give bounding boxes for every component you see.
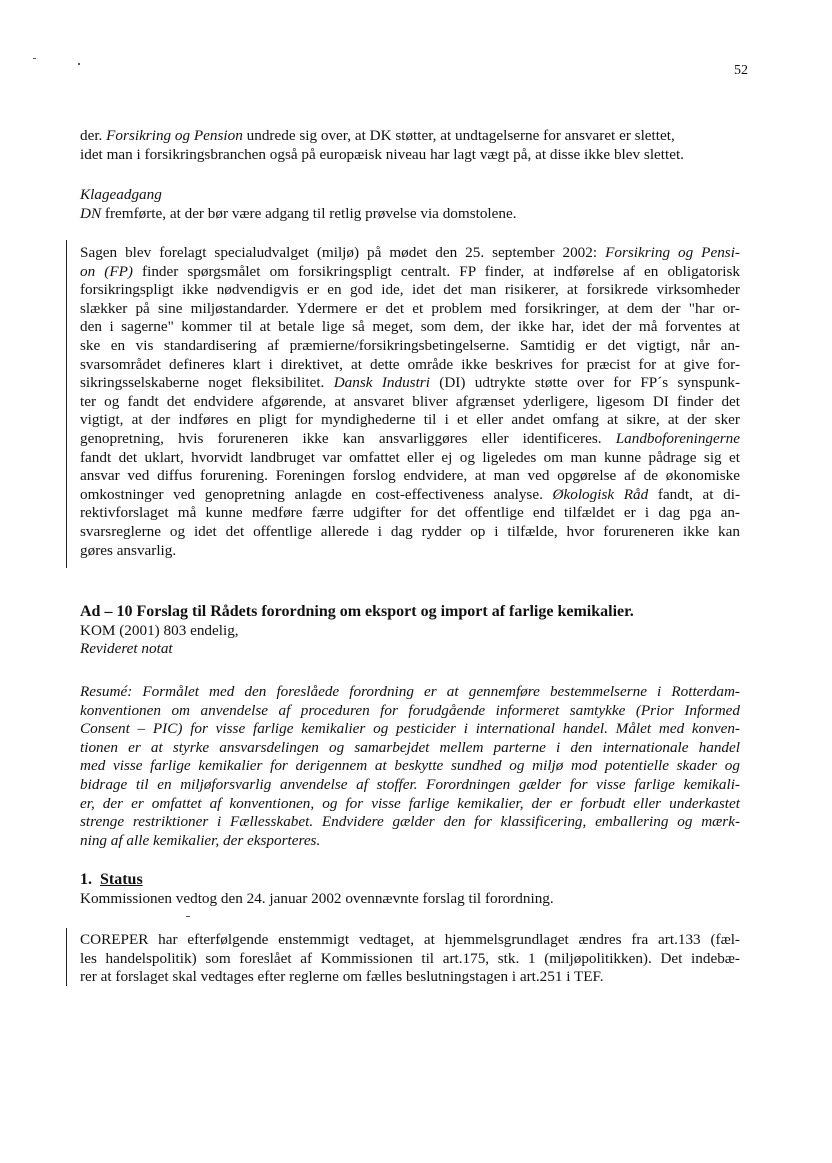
revision-bar [66, 240, 67, 568]
status-section [80, 871, 740, 908]
text-line: der. Forsikring og Pension undrede sig over, at DK støtter, at undtagelserne for ansvaret er slettet, [80, 127, 675, 144]
section-heading: Klageadgang [80, 186, 162, 203]
text-line: svarsområdet defineres klart i direktivet, at dette område ikke beskrives for præcist for at give for- [80, 355, 740, 373]
text-line: bidrage til en miljøforsvarlig anvendelse af stoffer. Forordningen gælder for visse farlige kemikali- [80, 775, 740, 793]
scan-mark [78, 63, 80, 65]
document-reference: KOM (2001) 803 endelig, [80, 621, 239, 639]
text-line: COREPER har efterfølgende enstemmigt vedtaget, at hjemmelsgrundlaget ændres fra art.133 (fæl- [80, 931, 740, 948]
text-line: ske en vis standardisering af præmierne/forsikringsbetingelserne. Samtidig er det vigtigt, når an- [80, 336, 740, 354]
text-line: vigtigt, at der indføres en pligt for myndighederne til i et eller andet omfang at sikre, at der sker [80, 411, 740, 429]
text-line: sikringsselskaberne noget fleksibilitet. Dansk Industri (DI) udtrykte støtte over for FP´s synspunk- [80, 374, 740, 392]
text-line: idet man i forsikringsbranchen også på europæisk niveau har lagt vægt på, at disse ikke blev slettet. [80, 145, 684, 163]
text-line: Kommissionen vedtog den 24. januar 2002 ovennævnte forslag til forordning. [80, 889, 554, 907]
page-number: 52 [734, 63, 748, 78]
text-line: ansvar ved diffus forurening. Foreningen forslog endvidere, at man ved opgørelse af de økonomiske [80, 467, 740, 485]
text-line: Resumé: Formålet med den foreslåede forordning er at gennemføre bestemmelserne i Rotterdam- [80, 683, 740, 700]
scan-mark [186, 916, 190, 917]
section-title: Ad – 10 Forslag til Rådets forordning om eksport og import af farlige kemikalier. [80, 603, 634, 620]
revision-bar [66, 928, 67, 986]
text-line: gøres ansvarlig. [80, 541, 177, 559]
section-heading: 1. Status [80, 871, 143, 888]
text-line: ning af alle kemikalier, der eksporteres. [80, 831, 321, 849]
text-line: Sagen blev forelagt specialudvalget (miljø) på mødet den 25. september 2002: Forsikring og Pensi- [80, 244, 740, 261]
text-line: rektivforslaget må kunne medføre færre udgifter for det offentlige end tilfældet er i dag pga an- [80, 504, 740, 522]
scan-mark [33, 58, 36, 59]
text-line: strenge restriktioner i Fællesskabet. Endvidere gælder den for klassificering, emballering og mærk- [80, 813, 740, 831]
text-line: les handelspolitik) som foreslået af Kommissionen til art.175, stk. 1 (miljøpolitikken). Det indebæ- [80, 949, 740, 967]
note-type: Revideret notat [80, 640, 173, 658]
text-line: omkostninger ved genopretning anlagde en cost-effectiveness analyse. Økologisk Råd fandt, at di- [80, 485, 741, 503]
text-line: forsikringspligt ikke nødvendigvis er en god ide, idet det man risikerer, at forsikrede virksomheder [80, 281, 740, 299]
text-line: med visse farlige kemikalier for derigennem at beskytte sundhed og miljø mod potentielle skader og [80, 757, 740, 775]
text-line: konventionen om anvendelse af proceduren for forudgående informeret samtykke (Prior Informed [80, 701, 740, 719]
sagen-paragraph [80, 244, 740, 560]
text-line: fandt det uklart, hvorvidt landbruget var omfattet eller ej og ligeledes om man kunne pådrage sig et [80, 448, 740, 466]
text-line: slækker på sine miljøstandarder. Ydermere er det et problem med forsikringer, at dem der "har or- [80, 299, 740, 317]
text-line: er, der er omfattet af konventionen, og for visse farlige kemikalier, der er forbudt eller underkastet [80, 794, 740, 812]
text-line: svarsreglerne og idet det offentlige allerede i dag rydder op i tilfælde, hvor forureneren ikke kan [80, 522, 740, 540]
text-line: DN fremførte, at der bør være adgang til retlig prøvelse via domstolene. [80, 204, 517, 222]
resume-paragraph [80, 683, 740, 850]
text-line: Consent – PIC) for visse farlige kemikalier og pesticider i international handel. Målet med konven- [80, 720, 740, 738]
intro-paragraph [80, 127, 740, 164]
text-line: den i sagerne" kommer til at betale lige så meget, som dem, der ikke har, idet der må forventes at [80, 318, 740, 336]
text-line: on (FP) finder spørgsmålet om forsikringspligt centralt. FP finder, at indførelse af en obligatorisk [80, 262, 740, 280]
text-line: tionen er at styrke ansvarsdelingen og samarbejdet mellem parterne i den internationale handel [80, 738, 740, 756]
text-line: genopretning, hvis forureneren ikke kan ansvarliggøres eller identificeres. Landboforeningerne [80, 429, 740, 447]
ad10-section [80, 603, 740, 659]
coreper-paragraph [80, 931, 740, 987]
text-line: ter og fandt det endvidere afgørende, at ansvaret bliver afgrænset yderligere, ligesom DI finder det [80, 392, 740, 410]
klageadgang-section [80, 186, 740, 223]
text-line: rer at forslaget skal vedtages efter reglerne om fælles beslutningstagen i art.251 i TEF. [80, 968, 604, 986]
